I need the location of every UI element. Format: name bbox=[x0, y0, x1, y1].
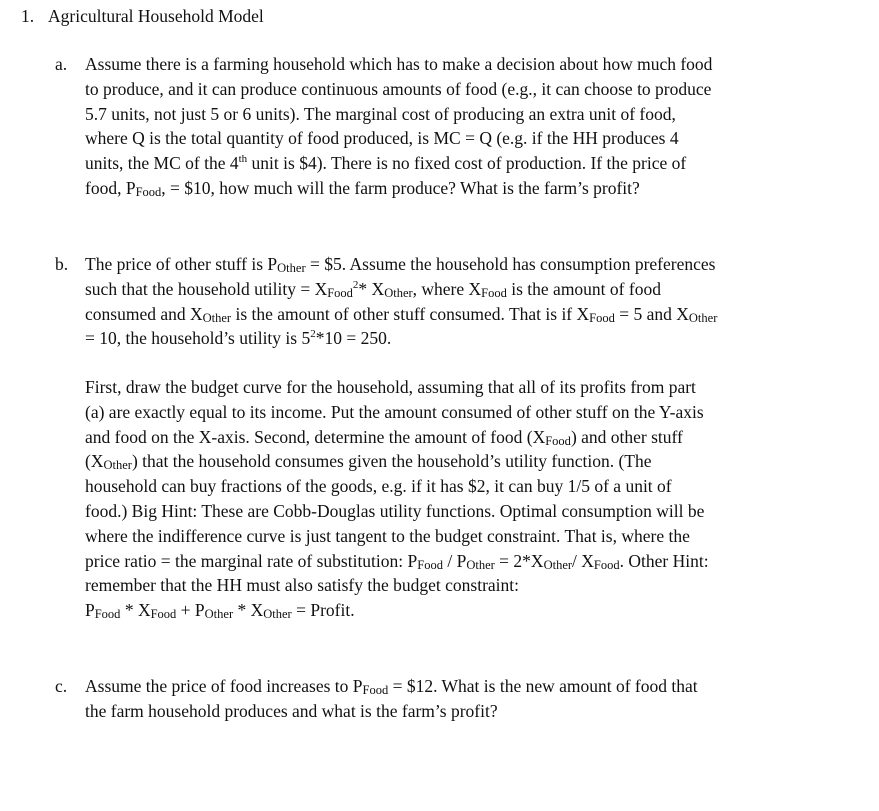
part-a-line: to produce, and it can produce continuous amounts of food (e.g., it can choose to produce bbox=[85, 78, 712, 99]
part-b-instr-line: food.) Big Hint: These are Cobb-Douglas utility functions. Optimal consumption will be bbox=[85, 500, 705, 521]
part-b-line: = 10, the household’s utility is $5^2*10 = 250$. bbox=[85, 328, 392, 349]
part-c-text bbox=[85, 674, 809, 724]
part-a-marker: a. bbox=[55, 54, 68, 74]
part-a-line: units, the MC of the 4th unit is $4). There is no fixed cost of production. If the price of bbox=[85, 153, 687, 174]
part-b-instr-line: where the indifference curve is just tangent to the budget constraint. That is, where the bbox=[85, 525, 690, 546]
part-b-instr-line: household can buy fractions of the goods, e.g. if it has $2, it can buy 1/5 of a unit of bbox=[85, 476, 672, 497]
part-c-line: Assume the price of food increases to PFood = $12. What is the new amount of food that bbox=[85, 676, 698, 697]
part-a-line: food, PFood, = $10, how much will the farm produce? What is the farm’s profit? bbox=[85, 177, 640, 199]
part-a-line: where Q is the total quantity of food produced, is MC = Q (e.g. if the HH produces 4 bbox=[85, 128, 679, 149]
part-a-text bbox=[85, 52, 809, 201]
part-b-instr-line: First, draw the budget curve for the household, assuming that all of its profits from part bbox=[85, 377, 696, 397]
part-b-instr-line: price ratio = the marginal rate of substitution: PFood / POther = 2*XOther/ XFood. Other Hint: bbox=[85, 550, 709, 572]
part-b-instr-line: remember that the HH must also satisfy the budget constraint: bbox=[85, 575, 519, 596]
part-c-marker: c. bbox=[55, 676, 68, 696]
part-b-marker: b. bbox=[55, 254, 69, 274]
part-b-line: such that the household utility = XFood$^2$* XOther, where XFood is the amount of food bbox=[85, 278, 661, 300]
part-b-line: consumed and XOther is the amount of other stuff consumed. That is if XFood = 5 and XOther bbox=[85, 303, 718, 325]
section-heading bbox=[21, 4, 264, 29]
part-b-instr-line: (a) are exactly equal to its income. Put the amount consumed of other stuff on the Y-axis bbox=[85, 401, 704, 422]
part-a-line: Assume there is a farming household which has to make a decision about how much food bbox=[85, 54, 713, 74]
part-c-line: the farm household produces and what is the farm’s profit? bbox=[85, 700, 498, 721]
part-b-instr-line: PFood * XFood + POther * XOther = Profit. bbox=[85, 600, 355, 622]
part-b-instructions bbox=[85, 375, 809, 623]
part-b-instr-line: and food on the X-axis. Second, determine the amount of food (XFood) and other stuff bbox=[85, 426, 683, 448]
part-a-line: 5.7 units, not just 5 or 6 units). The marginal cost of producing an extra unit of food, bbox=[85, 103, 676, 124]
part-b-line: The price of other stuff is POther = $5. Assume the household has consumption preferences bbox=[85, 254, 716, 275]
part-b-text bbox=[85, 252, 809, 351]
heading-title: Agricultural Household Model bbox=[48, 6, 264, 26]
part-b-instr-line: (XOther) that the household consumes given the household’s utility function. (The bbox=[85, 451, 652, 473]
heading-number: 1. bbox=[21, 6, 35, 26]
